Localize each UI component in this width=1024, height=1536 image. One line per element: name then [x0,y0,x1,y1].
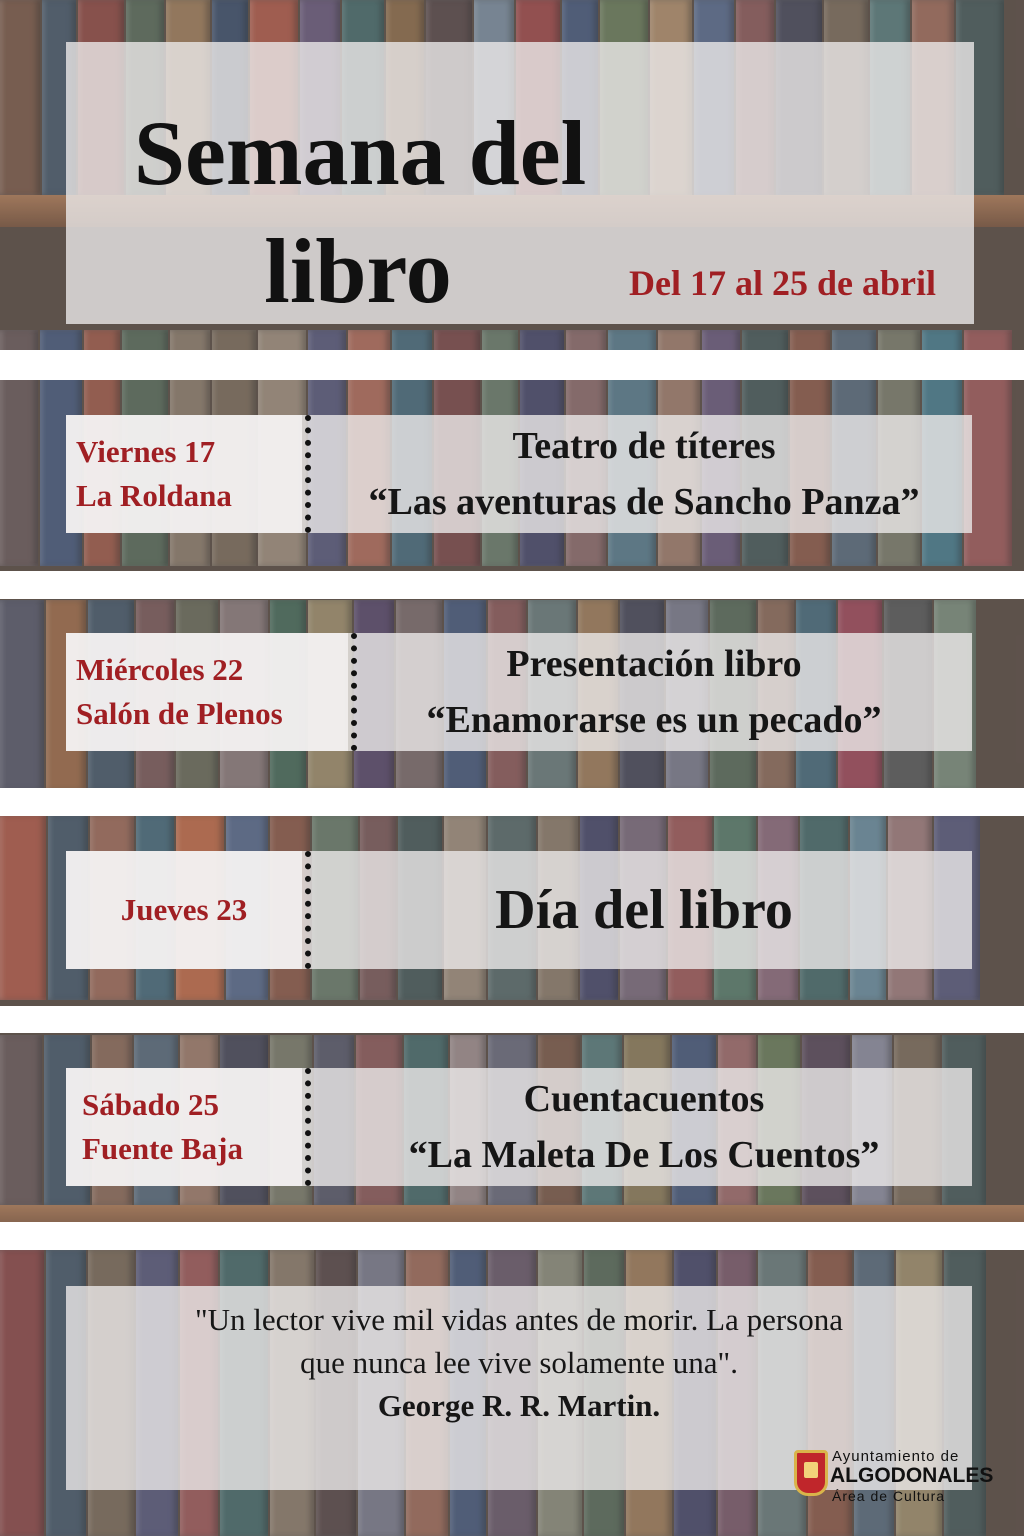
dotted-divider [305,851,311,969]
divider-strip [0,571,1024,599]
event-when-where [66,633,348,751]
dotted-divider [305,1068,311,1186]
event-subtitle: “Enamorarse es un pecado” [426,699,882,741]
logo-line-1: Ayuntamiento de [832,1448,960,1465]
divider-strip [0,1222,1024,1250]
event-description [316,851,972,969]
title-panel [66,42,974,324]
event-activity: Cuentacuentos [523,1078,765,1120]
dotted-divider [305,415,311,533]
logo-line-2: ALGODONALES [830,1464,994,1487]
divider-strip [0,1006,1024,1033]
event-day: Viernes 17 [76,434,216,469]
quote-line-1: "Un lector vive mil vidas antes de morir. La persona [195,1302,843,1337]
event-subtitle: “La Maleta De Los Cuentos” [408,1134,880,1176]
logo-line-3: Área de Cultura [832,1488,946,1504]
title-line-2: libro [264,220,452,322]
event-day: Jueves 23 [120,892,248,927]
event-day: Sábado 25 [82,1087,219,1122]
event-row [66,1068,972,1186]
event-activity: Día del libro [495,879,793,941]
event-row [66,851,972,969]
event-row [66,633,972,751]
event-subtitle: “Las aventuras de Sancho Panza” [368,481,920,523]
event-when-where [66,1068,302,1186]
event-place: Fuente Baja [82,1131,244,1166]
coat-of-arms-icon [794,1450,828,1496]
event-description [316,415,972,533]
divider-strip [0,788,1024,816]
quote-line-2: que nunca lee vive solamente una". [300,1345,738,1380]
event-when-where [66,415,302,533]
municipality-logo [794,1444,1004,1524]
event-place: La Roldana [76,478,232,513]
event-when-where [66,851,302,969]
title-line-1: Semana del [133,102,587,204]
event-activity: Teatro de títeres [512,425,776,467]
event-row [66,415,972,533]
event-description [316,1068,972,1186]
event-activity: Presentación libro [506,643,802,685]
event-place: Salón de Plenos [76,696,283,731]
quote-author: George R. R. Martin. [377,1388,661,1423]
divider-strip [0,350,1024,380]
event-description [336,633,972,751]
date-range: Del 17 al 25 de abril [629,263,936,303]
event-day: Miércoles 22 [76,652,244,687]
